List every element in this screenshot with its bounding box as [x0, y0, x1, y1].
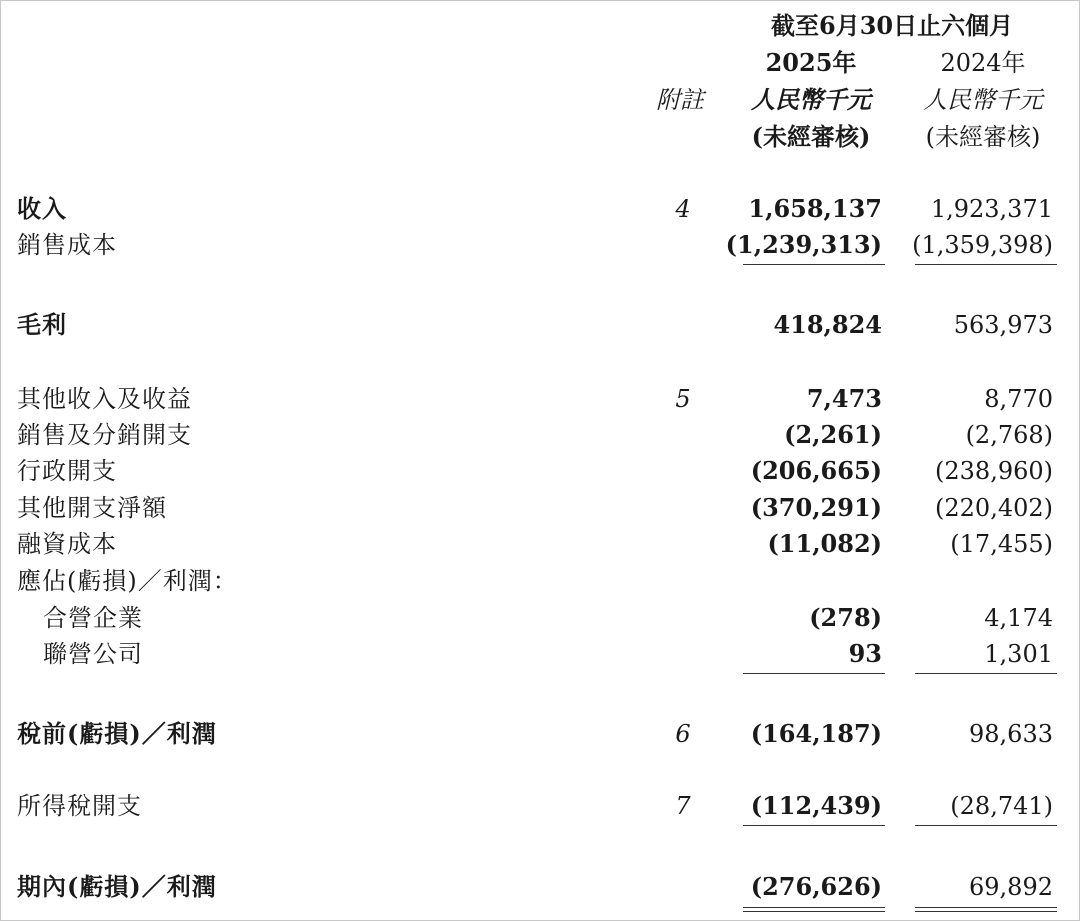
other-expenses-prior: (220,402) [935, 494, 1053, 522]
income-tax-prior: (28,741) [950, 792, 1053, 820]
finance-costs-label: 融資成本 [17, 530, 117, 558]
pre-tax-current: (164,187) [750, 719, 882, 748]
gross-profit-row [1, 307, 1079, 343]
pre-tax-note: 6 [675, 720, 691, 748]
cost-of-sales-current: (1,239,313) [725, 230, 882, 259]
other-income-row [1, 381, 1079, 417]
year-prior-header: 2024年 [940, 49, 1026, 77]
selling-expenses-current: (2,261) [784, 420, 882, 449]
subtotal-rule-current [743, 264, 885, 265]
finance-costs-row [1, 526, 1079, 562]
cost-of-sales-row [1, 227, 1079, 263]
joint-ventures-current: (278) [809, 603, 882, 632]
other-expenses-label: 其他開支淨額 [17, 494, 167, 522]
finance-costs-current: (11,082) [767, 529, 882, 558]
joint-ventures-row [1, 600, 1079, 636]
selling-expenses-prior: (2,768) [965, 421, 1053, 449]
gross-profit-prior: 563,973 [953, 311, 1053, 339]
cost-of-sales-prior: (1,359,398) [912, 231, 1053, 259]
associates-prior: 1,301 [984, 640, 1053, 668]
other-income-current: 7,473 [806, 384, 882, 413]
currency-current-header: 人民幣千元 [751, 85, 871, 114]
associates-label: 聯營公司 [43, 640, 143, 668]
gross-profit-label: 毛利 [17, 310, 67, 339]
income-tax-note: 7 [675, 792, 691, 820]
currency-prior-header: 人民幣千元 [923, 86, 1043, 114]
other-expenses-row [1, 490, 1079, 526]
period-result-label: 期內(虧損)／利潤 [17, 872, 217, 901]
subtotal-rule-prior [915, 673, 1057, 674]
subtotal-rule-current [743, 825, 885, 826]
revenue-row [1, 191, 1079, 227]
revenue-current: 1,658,137 [748, 194, 882, 223]
period-result-row [1, 869, 1079, 905]
period-result-current: (276,626) [750, 872, 882, 901]
other-expenses-current: (370,291) [750, 493, 882, 522]
pre-tax-label: 稅前(虧損)／利潤 [17, 719, 217, 748]
subtotal-rule-current [743, 673, 885, 674]
associates-row [1, 636, 1079, 672]
admin-expenses-prior: (238,960) [935, 457, 1053, 485]
finance-costs-prior: (17,455) [950, 530, 1053, 558]
total-double-rule-prior-bottom [915, 911, 1057, 912]
revenue-label: 收入 [17, 194, 67, 223]
total-double-rule-current-top [743, 907, 885, 908]
period-header: 截至6月30日止六個月 [771, 11, 1014, 40]
period-result-prior: 69,892 [969, 873, 1053, 901]
pre-tax-row [1, 716, 1079, 752]
subtotal-rule-prior [915, 825, 1057, 826]
audit-current-header: (未經審核) [751, 122, 871, 151]
other-income-note: 5 [675, 385, 691, 413]
income-tax-label: 所得稅開支 [17, 792, 142, 820]
selling-expenses-row [1, 417, 1079, 453]
joint-ventures-label: 合營企業 [43, 604, 143, 632]
admin-expenses-current: (206,665) [750, 456, 882, 485]
share-of-label: 應佔(虧損)／利潤： [17, 567, 238, 595]
year-current-header: 2025年 [765, 48, 857, 77]
admin-expenses-label: 行政開支 [17, 457, 117, 485]
note-column-header: 附註 [656, 86, 704, 114]
other-income-label: 其他收入及收益 [17, 385, 192, 413]
selling-expenses-label: 銷售及分銷開支 [17, 421, 192, 449]
subtotal-rule-prior [915, 264, 1057, 265]
income-tax-row [1, 788, 1079, 824]
other-income-prior: 8,770 [984, 385, 1053, 413]
audit-prior-header: (未經審核) [925, 123, 1041, 151]
joint-ventures-prior: 4,174 [984, 604, 1053, 632]
share-of-row [1, 563, 1079, 599]
total-double-rule-prior-top [915, 907, 1057, 908]
revenue-prior: 1,923,371 [930, 195, 1053, 223]
total-double-rule-current-bottom [743, 911, 885, 912]
income-tax-current: (112,439) [750, 791, 882, 820]
cost-of-sales-label: 銷售成本 [17, 231, 117, 259]
associates-current: 93 [848, 639, 882, 668]
admin-expenses-row [1, 453, 1079, 489]
revenue-note: 4 [675, 195, 691, 223]
gross-profit-current: 418,824 [773, 310, 882, 339]
pre-tax-prior: 98,633 [969, 720, 1053, 748]
